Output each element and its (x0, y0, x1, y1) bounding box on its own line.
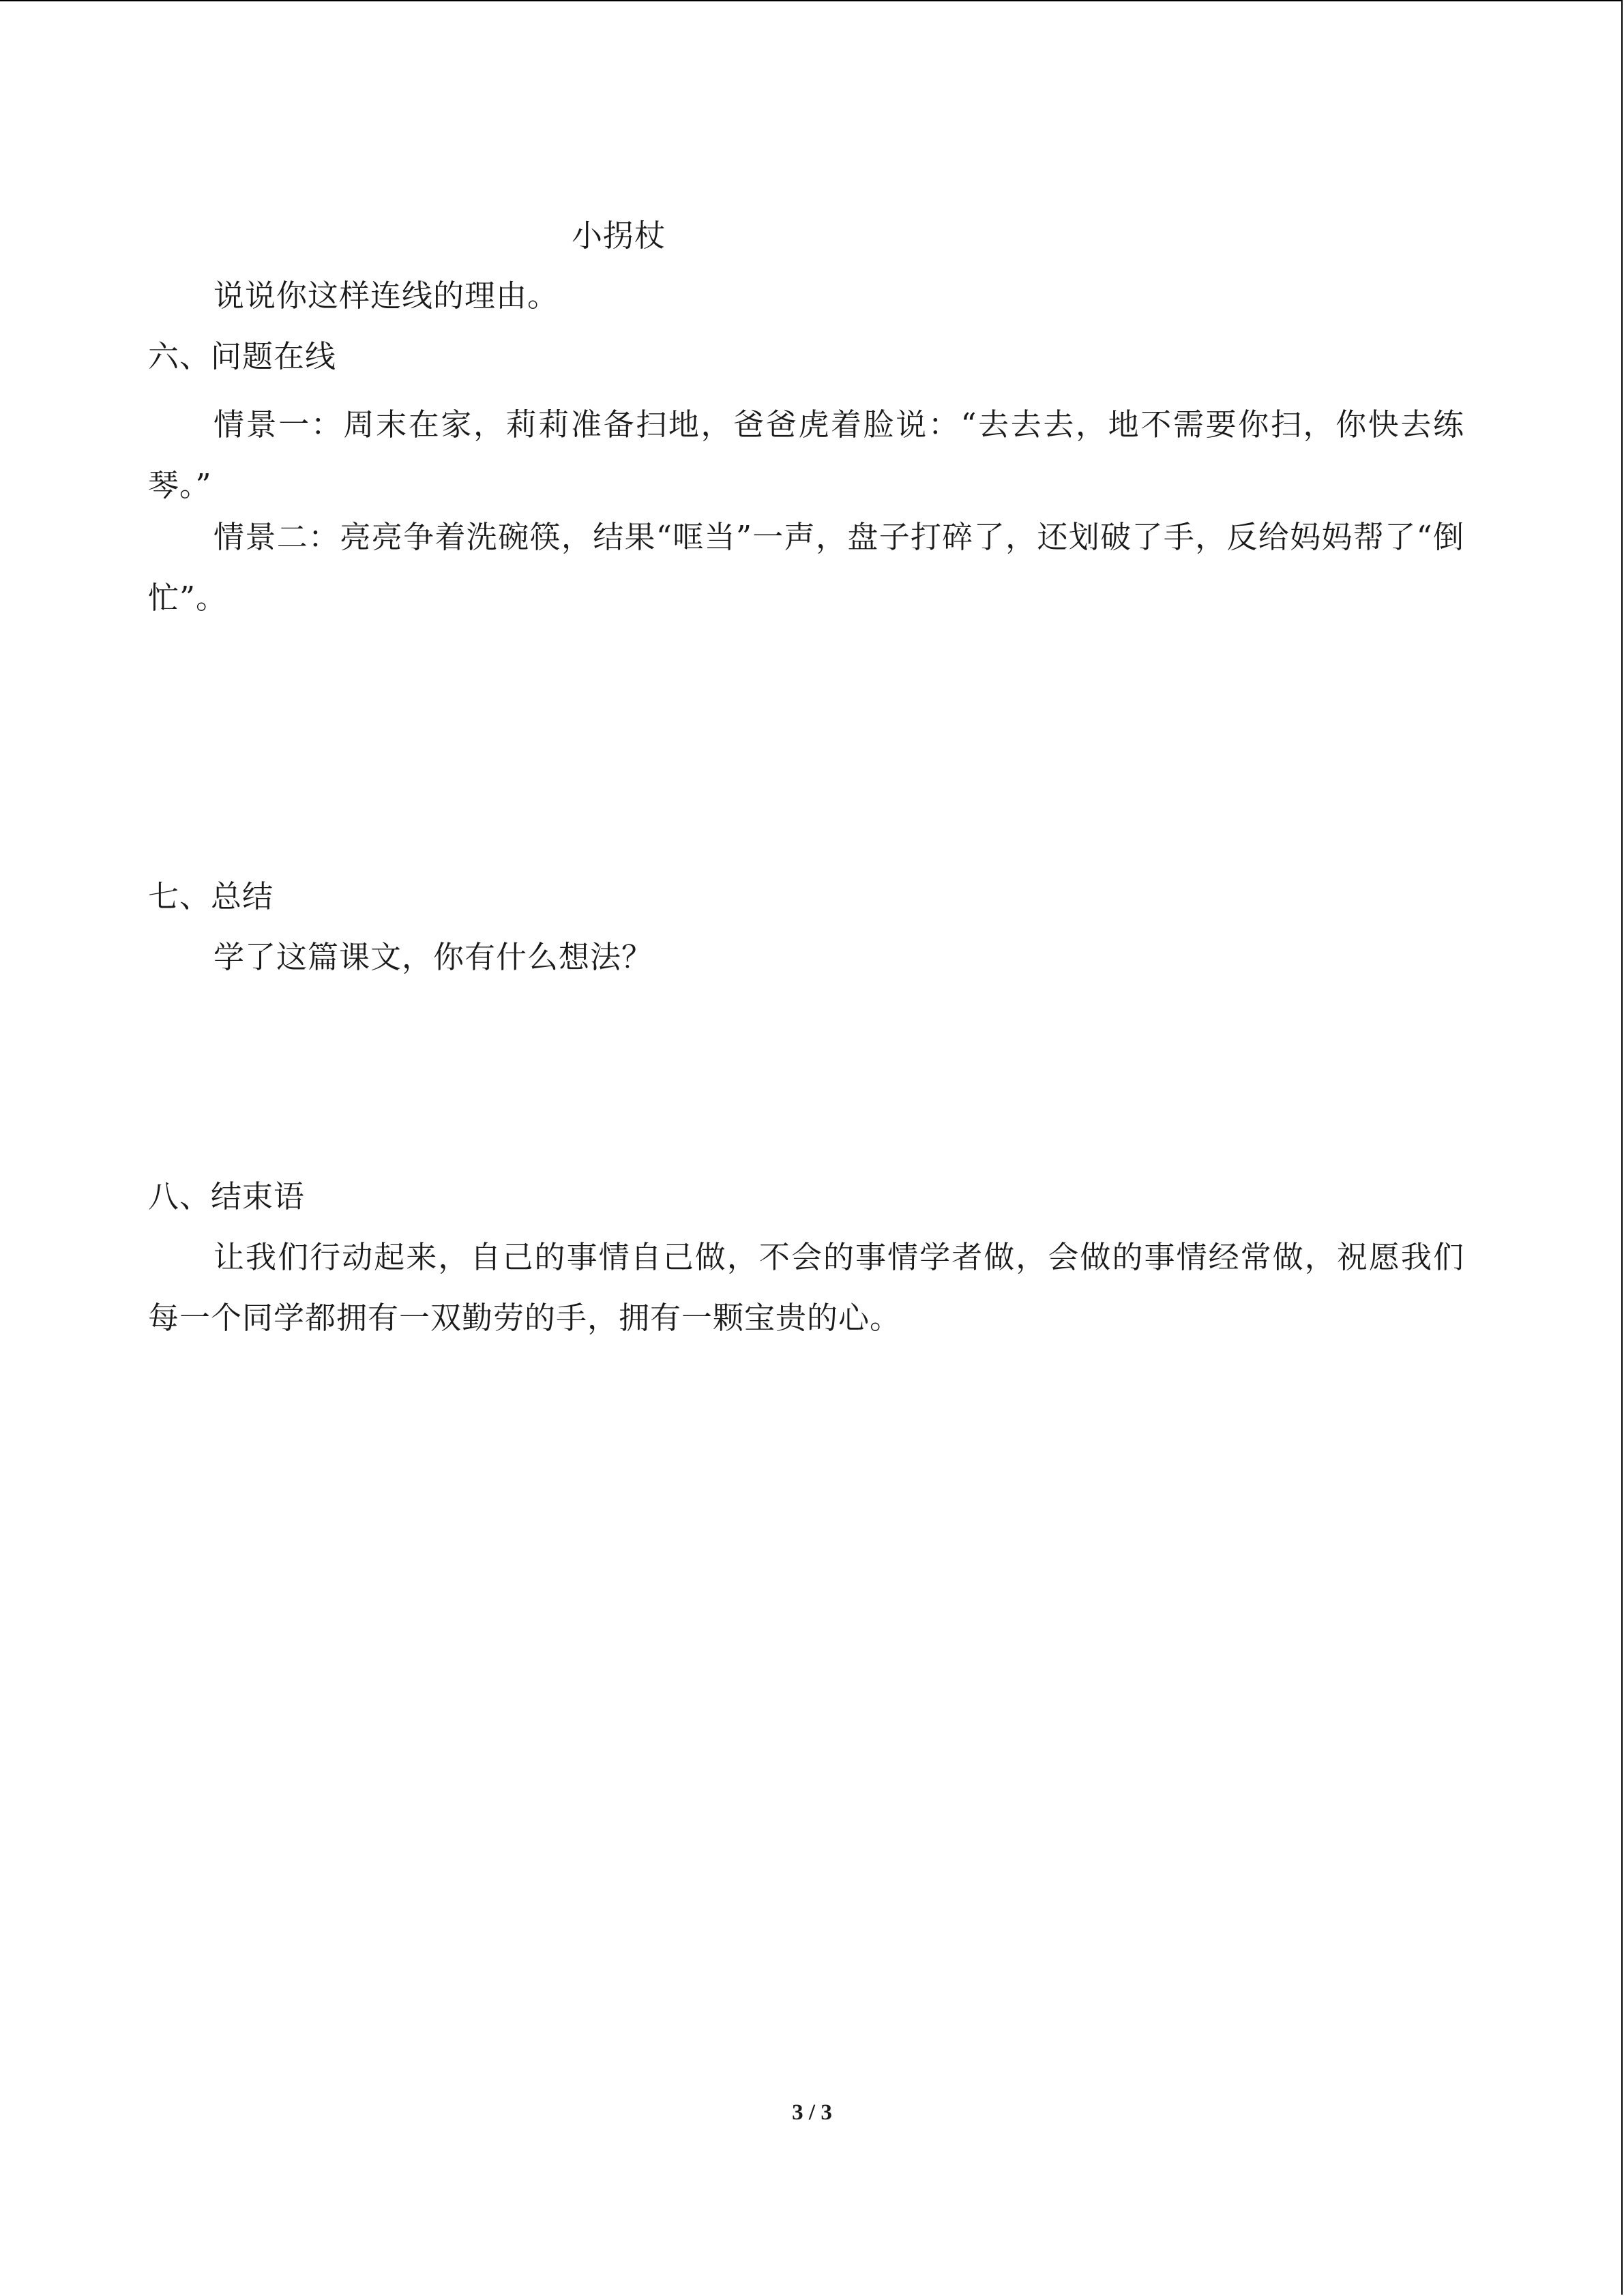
summary-question: 学了这篇课文，你有什么想法？ (213, 939, 653, 975)
section-seven-heading: 七、总结 (148, 878, 274, 914)
section-eight-heading: 八、结束语 (148, 1178, 306, 1214)
scene-two-paragraph: 情景二：亮亮争着洗碗筷，结果“哐当”一声，盘子打碎了，还划破了手，反给妈妈帮了“倒忙”。 (148, 519, 1464, 616)
scene-one-paragraph: 情景一：周末在家，莉莉准备扫地，爸爸虎着脸说：“去去去，地不需要你扫，你快去练琴。” (148, 406, 1464, 503)
section-six-heading: 六、问题在线 (148, 338, 337, 374)
item-label: 小拐杖 (572, 218, 666, 254)
closing-paragraph: 让我们行动起来，自己的事情自己做，不会的事情学者做，会做的事情经常做，祝愿我们每一个同学都拥有一双勤劳的手，拥有一颗宝贵的心。 (148, 1239, 1464, 1336)
page-number: 3 / 3 (792, 2100, 832, 2125)
reason-prompt: 说说你这样连线的理由。 (213, 278, 559, 314)
